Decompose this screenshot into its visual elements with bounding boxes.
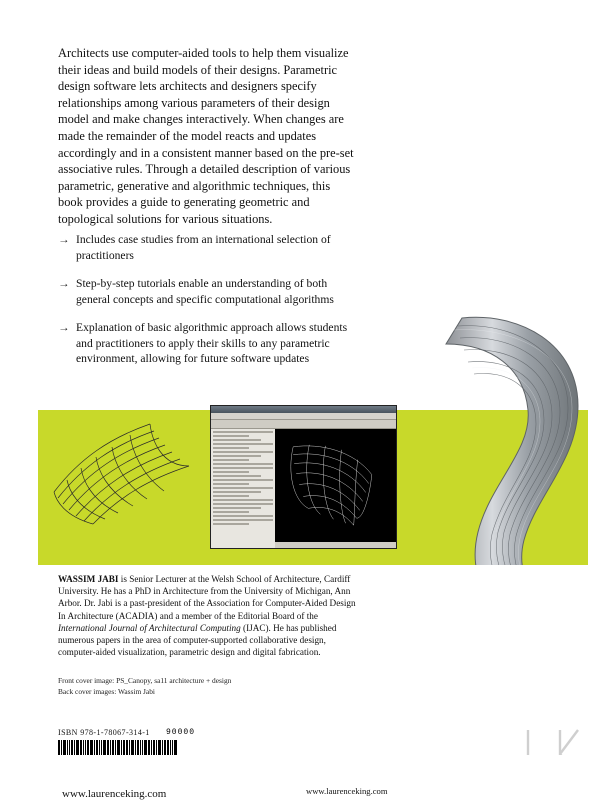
book-blurb: Architects use computer-aided tools to help them visualize their ideas and build models of their designs. Parametric design software lets architects and designers specify relationships among various parameters of their design model and make changes interactively. When changes are made the remainder of the model reacts and updates accordingly and in a consistent manner based on the pre-set associative rules. Through a detailed description of various parametric, generative and algorithmic techniques, this book provides a guide to generating geometric and topological solutions for various situations. <box>58 46 354 226</box>
related-study-material-text: www.laurenceking.com <box>306 786 388 796</box>
publisher-url: www.laurenceking.com <box>62 788 167 800</box>
book-cover <box>38 20 588 800</box>
screenshot-viewport <box>275 429 396 548</box>
arrow-icon: → <box>58 277 70 290</box>
list-item-label: Explanation of basic algorithmic approach allows students and practitioners to apply their skills to any parametric environment, allowing for future software updates <box>76 321 348 365</box>
screenshot-menubar <box>211 413 396 420</box>
author-bio-part2: (IJAC). He has published numerous papers in the area of computer-supported collaborative design, computer-aided visualization, parametric design and digital fabrication. <box>58 622 337 658</box>
screenshot-body <box>211 429 396 548</box>
back-cover-credit: Back cover images: Wassim Jabi <box>58 687 155 696</box>
screenshot-code-panel <box>211 429 275 548</box>
isbn-label: ISBN 978-1-78067-314-1 <box>58 728 150 737</box>
image-credits <box>58 675 358 697</box>
feature-bullet-list <box>58 232 358 380</box>
screenshot-titlebar <box>211 406 396 413</box>
list-item <box>58 320 358 367</box>
arrow-icon: → <box>58 321 70 334</box>
front-cover-credit: Front cover image: PS_Canopy, sa11 architecture + design <box>58 676 232 685</box>
author-bio <box>58 573 358 658</box>
author-and-publisher-area <box>38 565 588 800</box>
list-item-label: Includes case studies from an international selection of practitioners <box>76 233 331 262</box>
screenshot-toolbar <box>211 420 396 429</box>
arrow-icon: → <box>58 233 70 246</box>
author-name: WASSIM JABI <box>58 574 119 584</box>
author-bio-part1: is Senior Lecturer at the Welsh School of Architecture, Cardiff University. He has a PhD in Architecture from the University of Michigan, Ann Arbor. Dr. Jabi is a past-president of the Association for Computer-Aided Design In Architecture (ACADIA) and a member of the Editorial Board of the <box>58 574 356 621</box>
list-item <box>58 232 358 263</box>
ean5-code: 90000 <box>166 728 196 737</box>
wireframe-surface-image <box>50 418 200 526</box>
bottom-strip <box>38 755 588 786</box>
journal-title: International Journal of Architectural Computing <box>58 622 241 633</box>
list-item-label: Step-by-step tutorials enable an understanding of both general concepts and specific computational algorithms <box>76 277 334 306</box>
viewport-surface-mesh <box>275 429 396 548</box>
screenshot-statusbar <box>275 542 396 548</box>
list-item <box>58 276 358 307</box>
software-screenshot-image <box>210 405 397 549</box>
